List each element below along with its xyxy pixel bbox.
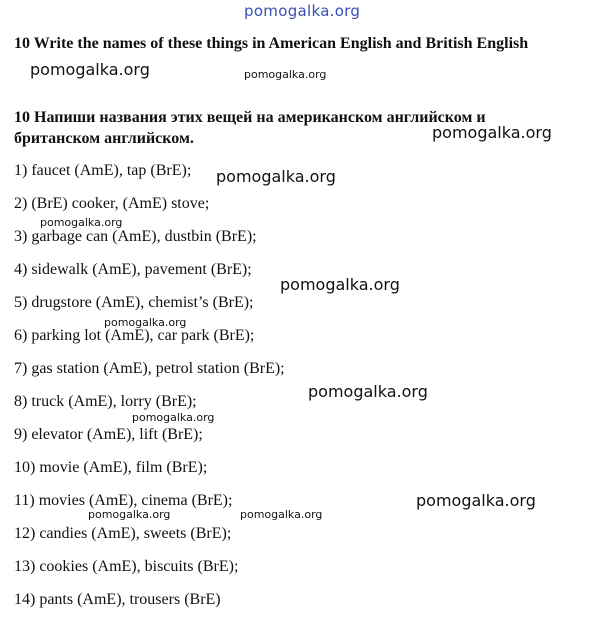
watermark: pomogalka.org <box>30 60 150 79</box>
list-item: 10) movie (AmE), film (BrE); <box>14 459 208 476</box>
list-item: 14) pants (AmE), trousers (BrE) <box>14 591 221 608</box>
list-item: 11) movies (AmE), cinema (BrE); <box>14 492 233 509</box>
watermark: pomogalka.org <box>216 167 336 186</box>
list-item: 3) garbage can (AmE), dustbin (BrE); <box>14 228 257 245</box>
list-item: 7) gas station (AmE), petrol station (BrE); <box>14 360 285 377</box>
heading-russian-line2: британском английском. <box>14 130 194 147</box>
watermark: pomogalka.org <box>432 123 552 142</box>
list-item: 12) candies (AmE), sweets (BrE); <box>14 525 232 542</box>
list-item: 1) faucet (AmE), tap (BrE); <box>14 162 192 179</box>
watermark: pomogalka.org <box>88 508 171 521</box>
list-item: 4) sidewalk (AmE), pavement (BrE); <box>14 261 252 278</box>
watermark: pomogalka.org <box>104 316 187 329</box>
watermark: pomogalka.org <box>244 68 327 81</box>
watermark: pomogalka.org <box>280 275 400 294</box>
watermark: pomogalka.org <box>416 491 536 510</box>
list-item: 8) truck (AmE), lorry (BrE); <box>14 393 197 410</box>
heading-english: 10 Write the names of these things in American English and British English <box>14 35 529 52</box>
watermark: pomogalka.org <box>132 411 215 424</box>
list-item: 2) (BrE) cooker, (AmE) stove; <box>14 195 210 212</box>
list-item: 9) elevator (AmE), lift (BrE); <box>14 426 203 443</box>
list-item: 6) parking lot (AmE), car park (BrE); <box>14 327 255 344</box>
heading-russian-line1: 10 Напиши названия этих вещей на американском английском и <box>14 109 486 126</box>
watermark: pomogalka.org <box>240 508 323 521</box>
watermark: pomogalka.org <box>308 382 428 401</box>
watermark-top: pomogalka.org <box>244 2 361 20</box>
watermark: pomogalka.org <box>40 216 123 229</box>
list-item: 13) cookies (AmE), biscuits (BrE); <box>14 558 239 575</box>
list-item: 5) drugstore (AmE), chemist’s (BrE); <box>14 294 254 311</box>
